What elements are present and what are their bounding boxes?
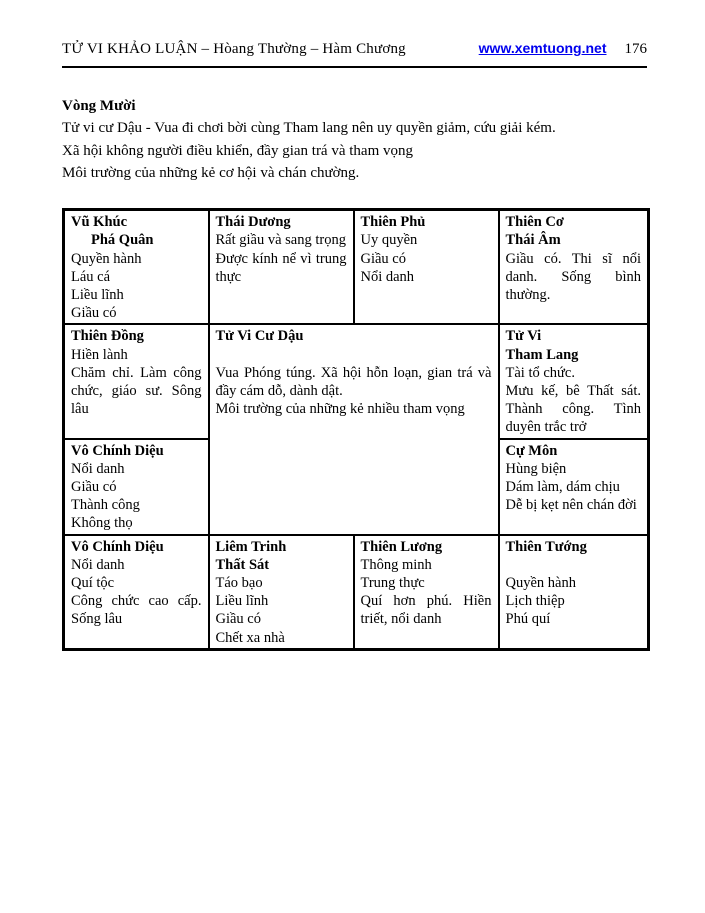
- palace-title: Tham Lang: [505, 346, 579, 363]
- header-title: TỬ VI KHẢO LUẬN – Hòang Thường – Hàm Chương: [62, 41, 406, 57]
- palace-cell-tu-vi-tham-lang: [499, 324, 649, 438]
- center-paragraph: Môi trường của những kẻ nhiều tham vọng: [215, 401, 465, 418]
- palace-note: Nổi danh: [360, 268, 415, 285]
- palace-note: Chết xa nhà: [215, 629, 285, 646]
- palace-note: Chăm chỉ. Làm công chức, giáo sư. Sông lâu: [71, 364, 202, 418]
- intro-line: Môi trường của những kẻ cơ hội và chán chường.: [62, 164, 360, 181]
- blank-line: [216, 346, 492, 364]
- palace-note: Giầu có: [215, 611, 261, 628]
- palace-note: Không thọ: [71, 515, 133, 532]
- palace-note: Dám làm, dám chịu: [505, 479, 620, 496]
- palace-title: Thiên Phủ: [360, 214, 426, 231]
- intro-section: [62, 95, 647, 184]
- palace-title: Thái Âm: [505, 232, 561, 249]
- palace-title: Tử Vi: [505, 328, 542, 345]
- palace-note: Lịch thiệp: [505, 593, 565, 610]
- palace-note: Giầu có: [71, 479, 117, 496]
- palace-note: Uy quyền: [360, 232, 418, 249]
- palace-cell-thien-dong: [64, 324, 209, 438]
- palace-cell-thien-tuong: [499, 535, 649, 650]
- palace-title: Thiên Đồng: [71, 328, 144, 345]
- palace-cell-vo-chinh-dieu-duoi: [64, 535, 209, 650]
- palace-cell-vo-chinh-dieu-giua: [64, 439, 209, 535]
- palace-note: Quí tộc: [71, 575, 115, 592]
- intro-heading: Vòng Mười: [62, 98, 136, 114]
- palace-note: Giầu có: [360, 250, 406, 267]
- palace-title: Liêm Trinh: [215, 538, 287, 555]
- palace-note: Liều lĩnh: [215, 593, 269, 610]
- palace-cell-thien-co-thai-am: [499, 210, 649, 325]
- palace-cell-vu-khuc-pha-quan: [64, 210, 209, 325]
- header-rule: [62, 66, 647, 68]
- palace-note: Láu cá: [71, 268, 111, 285]
- palace-note: Thông minh: [360, 556, 432, 573]
- palace-note: Rất giầu và sang trọng: [215, 232, 346, 249]
- palace-title: Vô Chính Diệu: [71, 442, 164, 459]
- page-number: 176: [624, 41, 647, 57]
- palace-note: Trung thực: [360, 575, 425, 592]
- palace-note: Công chức cao cấp. Sống lâu: [71, 593, 202, 628]
- center-title: Tử Vi Cư Dậu: [215, 328, 304, 345]
- intro-line: Xã hội không người điều khiển, đầy gian trá và tham vọng: [62, 142, 413, 159]
- palace-cell-cu-mon: [499, 439, 649, 535]
- palace-note: Hiền lành: [71, 346, 128, 363]
- website-link[interactable]: www.xemtuong.net: [478, 40, 607, 56]
- palace-note: Tài tổ chức.: [505, 364, 575, 381]
- palace-note: Thành công: [71, 497, 140, 514]
- palace-cell-thai-duong: [209, 210, 354, 325]
- palace-note: Táo bạo: [215, 575, 263, 592]
- palace-note: Nổi danh: [71, 460, 125, 477]
- palace-note: Được kính nể vì trung thực: [215, 250, 347, 285]
- palace-title: Thiên Tướng: [505, 538, 587, 555]
- palace-note: Mưu kế, bê Thất sát. Thành công. Tình duyên trắc trở: [505, 383, 641, 436]
- palace-title: Thiên Cơ: [505, 214, 564, 231]
- center-paragraph: Vua Phóng túng. Xã hội hỗn loạn, gian trá và đầy cám dỗ, dành dật.: [215, 364, 492, 399]
- palace-note: Quyền hành: [505, 574, 576, 591]
- palace-note: Nổi danh: [71, 556, 125, 573]
- palace-cell-thien-phu: [354, 210, 499, 325]
- palace-note: Giầu có. Thi sĩ nổi danh. Sống bình thường.: [505, 250, 641, 303]
- palace-title: Cự Môn: [505, 442, 558, 459]
- blank-line: [506, 556, 642, 574]
- palace-note: Hùng biện: [505, 460, 567, 477]
- palace-note: Giầu có: [71, 305, 117, 322]
- palace-title: Thiên Lương: [360, 538, 443, 555]
- palace-cell-thien-luong: [354, 535, 499, 650]
- palace-note: Quí hơn phú. Hiền triết, nổi danh: [360, 593, 492, 628]
- intro-line: Tử vi cư Dậu - Vua đi chơi bời cùng Tham lang nên uy quyền giảm, cứu giải kém.: [62, 120, 556, 137]
- palace-title: Thái Dương: [215, 214, 291, 231]
- page-header: [62, 38, 647, 59]
- palace-note: Quyền hành: [71, 250, 142, 267]
- palace-note: Phú quí: [505, 611, 551, 628]
- center-cell-tu-vi-cu-dau: [209, 324, 499, 534]
- palace-title: Thất Sát: [215, 556, 270, 573]
- palace-note: Dễ bị kẹt nên chán đời: [505, 497, 637, 514]
- palace-title: Vô Chính Diệu: [71, 538, 164, 555]
- palace-chart-table: [62, 208, 650, 651]
- palace-title: Phá Quân: [91, 232, 154, 249]
- palace-cell-liem-trinh-that-sat: [209, 535, 354, 650]
- palace-title: Vũ Khúc: [71, 214, 128, 231]
- palace-note: Liều lĩnh: [71, 287, 124, 303]
